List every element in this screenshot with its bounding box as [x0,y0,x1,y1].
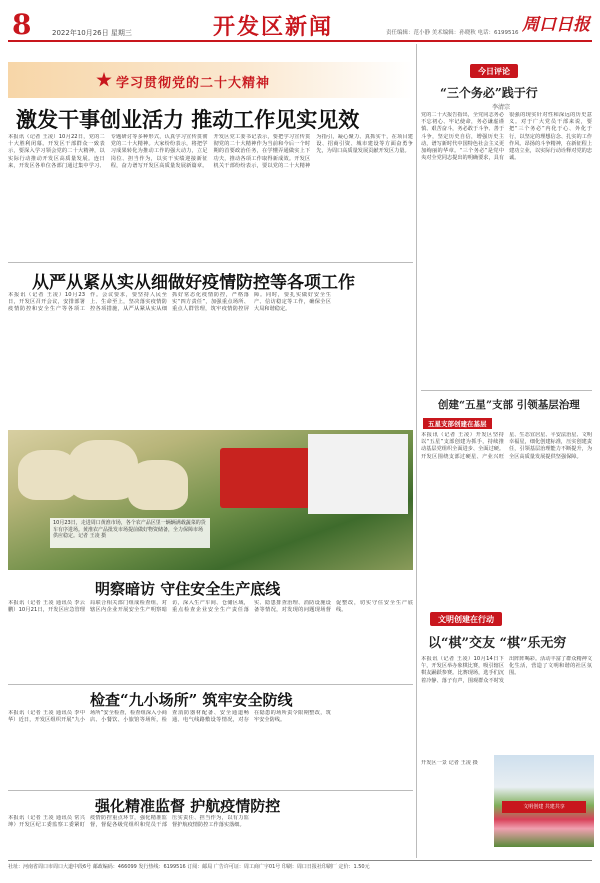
safety-headline: 明察暗访 守住安全生产底线 [95,580,281,598]
park-sign: 文明创建 共建共享 [502,801,586,813]
truck-cab [220,448,310,508]
five-star-tab: 五星支部创建在基层 [423,418,492,429]
truck-cargo [308,434,408,514]
commentary-title: “三个务必”践于行 [440,86,538,100]
civility-body: 本报讯（记者 王凌）10月14日下午，开发区举办象棋比赛，吸引辖区棋友踊跃参赛。比赛现场，选手们沉着冷静、落子有声，围观群众不时发出阵阵喝彩。活动丰富了群众精神文化生活，营造了文明和谐的社区氛围。 [421,656,592,684]
safety-article-body: 本报讯（记者 王凌 通讯员 李云鹏）10月21日，开发区应急管理局联合相关部门组成检查组，对辖区内企业开展安全生产明察暗访，深入生产车间、仓储区域，重点检查企业安全生产责任落实、隐患排查治理、消防设施设备等情况，对发现的问题现场督促整改，切实守住安全生产底线。 [8,600,413,614]
nine-places-article-body: 本报讯（记者 王凌 通讯员 李中华）近日，开发区组织开展“九小场所”安全检查，检查组深入小商店、小餐饮、小旅馆等场所，检查消防器材配备、安全通道畅通、电气线路敷设等情况，对存在隐患的场所责令限期整改，筑牢安全防线。 [8,710,331,724]
five-star-headline: 创建“五星”支部 引领基层治理 [438,399,580,411]
paper-logo: 周口日报 [522,15,590,35]
supervision-headline: 强化精准监督 护航疫情防控 [95,797,281,815]
star-icon [96,72,112,88]
market-photo [8,430,413,570]
civility-headline: 以“棋”交友 “棋”乐无穷 [428,636,567,651]
nine-places-headline: 检查“九小场所” 筑牢安全防线 [90,691,293,709]
photo-caption: 10月23日，走进周口黄淮市场，各个农产品区里一辆辆满载蔬菜的货车有序进场。黄淮农产品批发市场提前做好物资储备，全力保障市场供应稳定。记者 王凌 摄 [50,518,210,548]
commentary-body: 党的二十大报告指出，全党同志务必不忘初心、牢记使命，务必谦虚谨慎、艰苦奋斗，务必敢于斗争、善于斗争，坚定历史自信，增强历史主动，谱写新时代中国特色社会主义更加绚丽的华章。“三个务必”是党中央对全党同志提出的明确要求，具有很强的现实针对性和深远的历史意义。对于广大党员干部来说，要把“三个务必”内化于心、外化于行，以坚定的理想信念、扎实的工作作风、昂扬的斗争精神，在新征程上建功立业，以实际行动诠释对党的忠诚。 [421,112,592,162]
commentary-tab: 今日评论 [470,64,518,78]
divider [421,390,592,391]
divider [8,684,413,685]
commentary-author: 李清宗 [492,104,511,111]
supervision-article-body: 本报讯（记者 王凌 通讯员 常兴坤）开发区纪工委监察工委紧盯疫情防控重点环节，强化精准监督，督促各级党组织和党员干部压实责任、担当作为，以有力监督护航疫情防控工作落实落细。 [8,815,249,829]
park-caption: 开发区一景 记者 王凌 摄 [421,760,478,766]
editor-info: 责任编辑：范小静 美术编辑：孙晓秋 电话：6199516 [386,30,519,36]
epidemic-article-body: 本报讯（记者 王凌）10月23日，开发区召开会议，安排部署疫情防控和安全生产等各项工作。会议要求，要坚持人民至上、生命至上，坚决落实疫情防控各项措施，从严从紧从实从细抓好常态化疫情防控，严格落实“四方责任”，加强重点场所、重点人群管理，筑牢疫情防控屏障。同时，要扎实做好安全生产、信访稳定等工作，确保全区大局和谐稳定。 [8,292,331,313]
section-title: 开发区新闻 [213,14,334,40]
theme-banner [8,62,413,98]
civility-tab: 文明创建在行动 [430,612,502,626]
epidemic-headline: 从严从紧从实从细做好疫情防控等各项工作 [32,273,355,293]
divider [8,262,413,263]
publication-date: 2022年10月26日 星期三 [52,29,132,37]
park-photo [494,755,594,847]
banner-text: 学习贯彻党的二十大精神 [116,76,271,91]
masthead [8,6,592,42]
page-number: 8 [12,8,32,41]
five-star-body: 本报讯（记者 王凌）开发区坚持以“五星”支部创建为抓手，持续推动基层党组织全面进步、全面过硬。开发区围绕支部过硬星、产业兴旺星、生态宜居星、平安法治星、文明幸福星，细化创建标准，压实创建责任，引领基层治理能力不断提升，为全区高质量发展提供坚强保障。 [421,432,592,460]
main-article-body: 本报讯（记者 王凌）10月22日，党的二十大胜利闭幕。开发区干部群众一致表示，要深入学习领会党的二十大精神，以实际行动推动开发区高质量发展。连日来，开发区各单位各部门通过集中学习、专题研讨等多种形式，认真学习宣传贯彻党的二十大精神。大家纷纷表示，将把学习成果转化为推动工作的强大动力，立足岗位、担当作为，以实干实绩迎接新征程，奋力谱写开发区高质量发展新篇章。开发区党工委书记表示，要把学习宣传贯彻党的二十大精神作为当前和今后一个时期的首要政治任务，在学懂弄通做实上下功夫，推动各项工作取得新成效。开发区机关干部纷纷表示，要以党的二十大精神为指引，凝心聚力、真抓实干，在项目建设、招商引资、城市建设等方面奋勇争先，为周口高质量发展贡献开发区力量。 [8,134,413,169]
produce-sack [128,460,188,510]
column-divider [416,44,417,858]
divider [8,790,413,791]
main-headline: 激发干事创业活力 推动工作见实见效 [16,107,360,132]
footer: 社址：河南省周口市周口大道中段6号 邮政编码：466099 发行热线：6199516 订阅：邮局 广告许可证：周工商广字01号 印刷：周口日报社印刷厂 定价：1.50元 [8,860,592,871]
